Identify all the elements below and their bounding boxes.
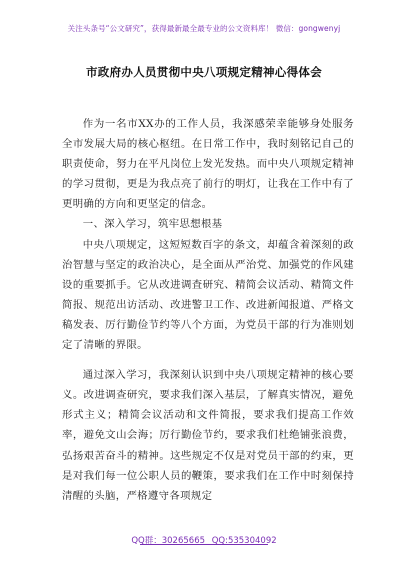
footer-underline: [140, 544, 268, 545]
footer-qq-group: QQ群：30265665: [131, 536, 206, 546]
section-heading-1: 一、深入学习，筑牢思想根基: [82, 218, 223, 231]
document-title: 市政府办人员贯彻中央八项规定精神心得体会: [86, 65, 322, 79]
paragraph-core-meaning: 通过深入学习，我深刻认识到中央八项规定精神的核心要义。改进调查研究，要求我们深入基层，了解真实情况，避免形式主义；精简会议活动和文件简报，要求我们提高工作效率，避免文山会海；厉行勤俭节约，要求我们杜绝铺张浪费，弘扬艰苦奋斗的精神。这些规定不仅是对党员干部的约束，更是对我们每一位公职人员的鞭策，要求我们在工作中时刻保持清醒的头脑，严格遵守各项规定: [62, 369, 354, 502]
header-promo-note: 关注头条号“公文研究”，获得最新最全最专业的公文资料库！ 微信：gongwenyj: [67, 24, 341, 33]
footer-qq-number: QQ:535304092: [211, 536, 277, 546]
paragraph-intro: 作为一名市XX办的工作人员，我深感荣幸能够身处服务全市发展大局的核心枢纽。在日常工作中，我时刻铭记自己的职责使命，努力在平凡岗位上发光发热。而中央八项规定精神的学习贯彻，更是为我点亮了前行的明灯，让我在工作中有了更明确的方向和更坚定的信念。: [62, 118, 354, 211]
document-body: [62, 114, 354, 506]
paragraph-section-1: 中央八项规定，这短短数百字的条文，却蕴含着深刻的政治智慧与坚定的政治决心，是全面从严治党、加强党的作风建设的重要抓手。它从改进调査研究、精简会议活动、精简文件简报、规范出访活动、改进警卫工作、改进新闻报道、严格文稿发表、厉行勤俭节约等八个方面，为党员干部的行为准则划定了清晰的界限。: [62, 238, 354, 352]
